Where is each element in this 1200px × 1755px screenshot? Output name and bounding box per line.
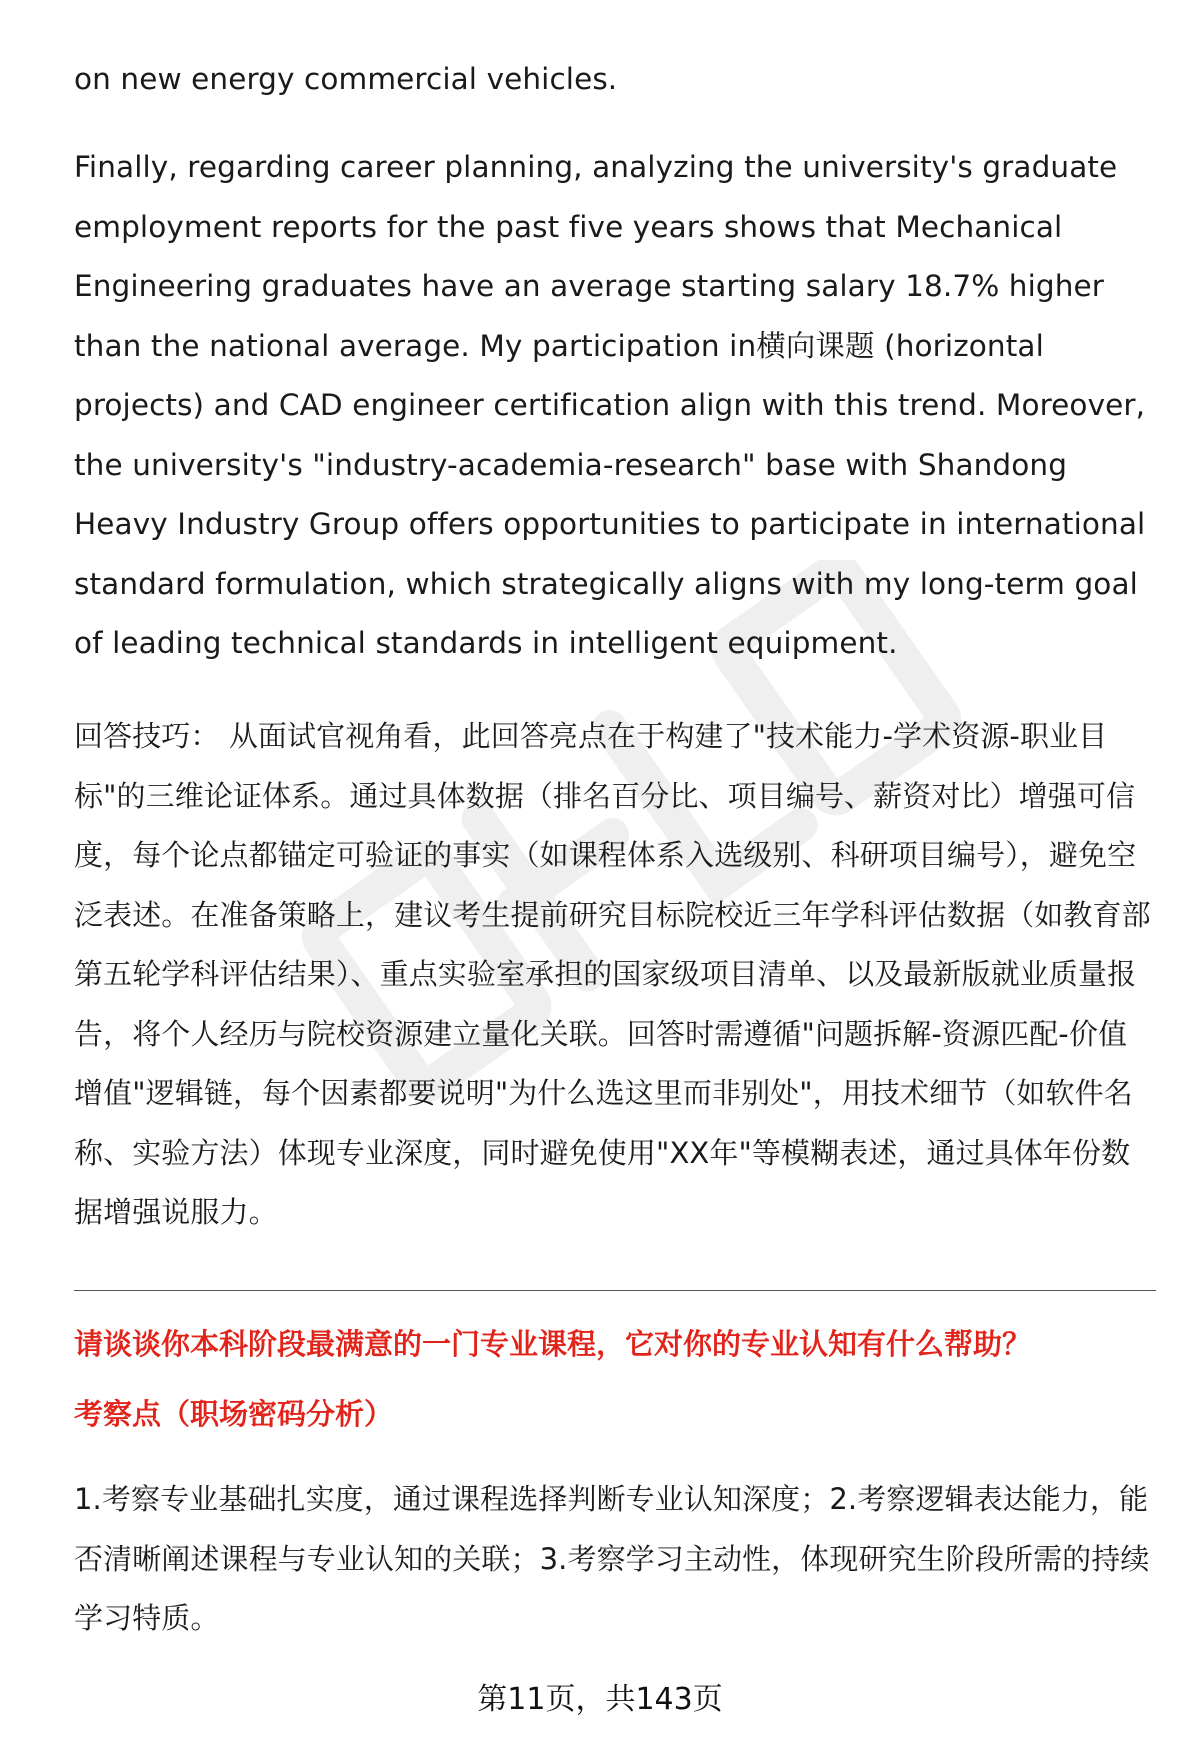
- document-page: [74, 0, 1156, 1755]
- section-divider: [74, 1290, 1156, 1291]
- assessment-points-heading: 考察点（职场密码分析）: [74, 1397, 394, 1431]
- career-planning-paragraph: Finally, regarding career planning, analyzing the university's graduate employment reports for the past five years shows that Mechanical Engineering graduates have an average starting salary 18.7% higher than the national average. My participation in横向课题 (horizontal projects) and CAD engineer certification align with this trend. Moreover, the university's "industry-academia-research" base with Shandong Heavy Industry Group offers opportunities to participate in international standard formulation, which strategically aligns with my long-term goal of leading technical standards in intelligent equipment.: [74, 150, 1146, 660]
- question-heading: 请谈谈你本科阶段最满意的一门专业课程，它对你的专业认知有什么帮助？: [74, 1327, 1032, 1361]
- page-number: 第11页，共143页: [477, 1682, 723, 1717]
- continuation-paragraph: on new energy commercial vehicles.: [74, 62, 618, 96]
- answer-tips-paragraph: 回答技巧： 从面试官视角看，此回答亮点在于构建了"技术能力-学术资源-职业目标"的三维论证体系。通过具体数据（排名百分比、项目编号、薪资对比）增强可信度，每个论点都锚定可验证的事实（如课程体系入选级别、科研项目编号），避免空泛表述。在准备策略上，建议考生提前研究目标院校近三年学科评估数据（如教育部第五轮学科评估结果）、重点实验室承担的国家级项目清单、以及最新版就业质量报告，将个人经历与院校资源建立量化关联。回答时需遵循"问题拆解-资源匹配-价值增值"逻辑链，每个因素都要说明"为什么选这里而非别处"，用技术细节（如软件名称、实验方法）体现专业深度，同时避免使用"XX年"等模糊表述，通过具体年份数据增强说服力。: [74, 719, 1151, 1229]
- assessment-points-paragraph: 1.考察专业基础扎实度，通过课程选择判断专业认知深度；2.考察逻辑表达能力，能否清晰阐述课程与专业认知的关联；3.考察学习主动性，体现研究生阶段所需的持续学习特质。: [74, 1482, 1150, 1635]
